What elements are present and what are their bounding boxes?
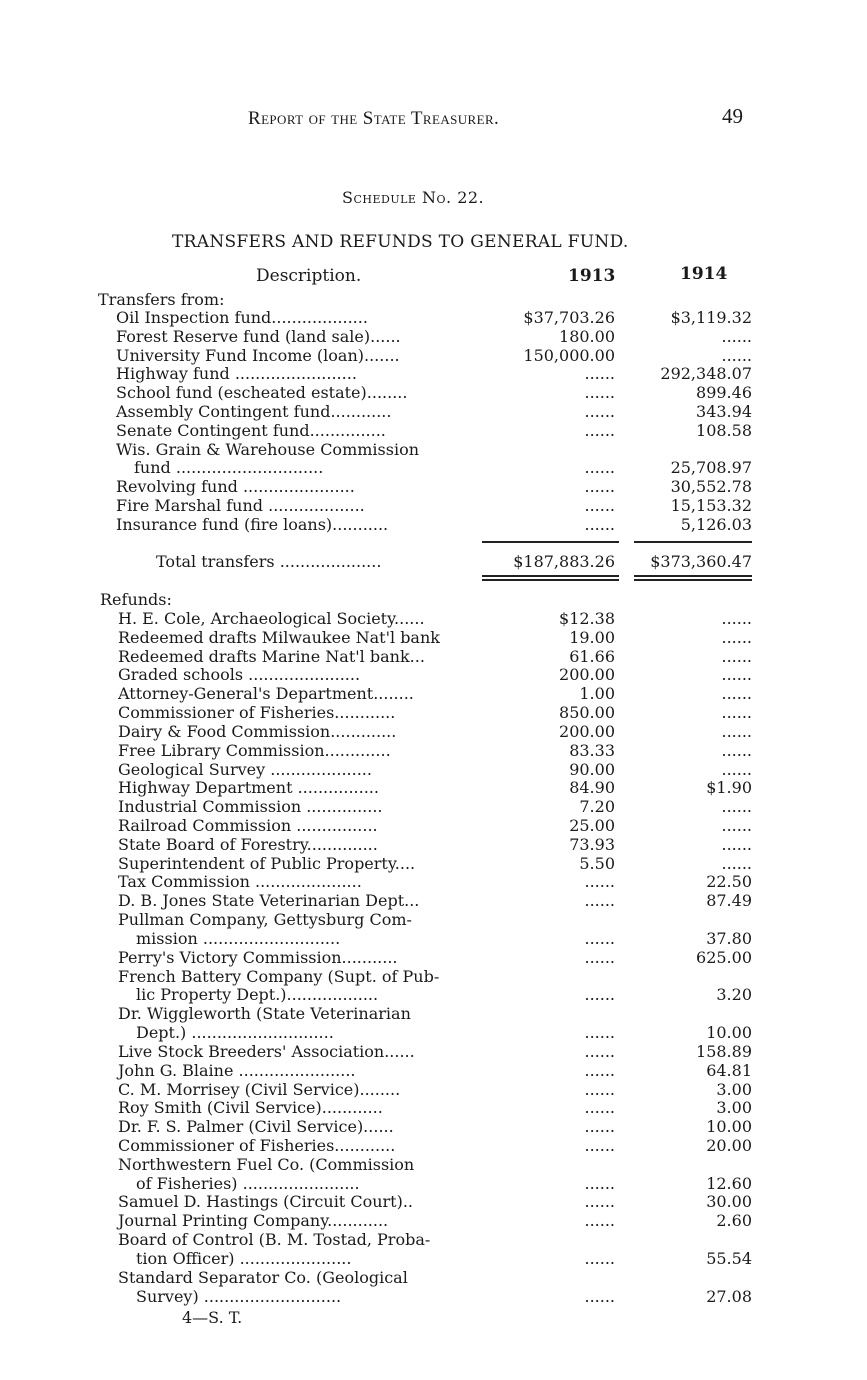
transfers-row-value-1913: 150,000.00 (523, 345, 615, 365)
refunds-row-description: Attorney-General's Department........ (118, 684, 414, 704)
refunds-row-value-1913: ...... (584, 947, 615, 967)
transfers-row-description: Assembly Contingent fund............ (116, 402, 392, 421)
refunds-row-description: Redeemed drafts Milwaukee Nat'l bank (118, 627, 440, 647)
refunds-row-value-1913: 200.00 (559, 721, 615, 741)
refunds-row-value-1913: ...... (584, 1060, 615, 1080)
refunds-row-value-1914: 3.00 (716, 1079, 752, 1099)
transfers-row-value-1914: 5,126.03 (680, 514, 752, 534)
refunds-row-value-1913: 19.00 (569, 627, 615, 647)
transfers-row-description: Wis. Grain & Warehouse Commission (116, 439, 419, 459)
refunds-row-value-1914: ...... (721, 759, 752, 779)
refunds-row-value-1914: 64.81 (706, 1060, 752, 1080)
column-header-1914: 1914 (680, 264, 728, 284)
page-number: 49 (722, 104, 743, 128)
refunds-row-value-1913: ...... (584, 1117, 615, 1137)
refunds-row-description: Geological Survey .................... (118, 759, 372, 779)
refunds-row-description: John G. Blaine ....................... (118, 1060, 356, 1080)
transfers-row-description: Senate Contingent fund............... (116, 420, 386, 440)
refunds-row-value-1913: ...... (584, 985, 615, 1005)
transfers-row-value-1913: ...... (584, 458, 615, 478)
refunds-row-value-1913: ...... (584, 1098, 615, 1118)
refunds-row-description: Dr. F. S. Palmer (Civil Service)...... (118, 1117, 394, 1137)
column-header-description: Description. (256, 266, 362, 286)
transfers-row-value-1913: ...... (584, 514, 615, 534)
refunds-row-value-1914: ...... (721, 703, 752, 723)
transfers-row-value-1913: ...... (584, 477, 615, 497)
transfers-row-value-1914: 25,708.97 (670, 458, 752, 478)
transfers-row-value-1914: 343.94 (696, 402, 752, 421)
schedule-label: Schedule No. 22. (342, 188, 485, 207)
transfers-row-value-1914: ...... (721, 345, 752, 365)
refunds-row-value-1914: ...... (721, 684, 752, 704)
refunds-row-description: Tax Commission ..................... (118, 872, 362, 892)
refunds-row-value-1913: 25.00 (569, 816, 615, 836)
transfers-row-value-1913: ...... (584, 364, 615, 384)
refunds-row-value-1913: 1.00 (579, 684, 615, 704)
total-rule-1914-bottom-b (634, 579, 752, 581)
refunds-row-description: Commissioner of Fisheries............ (118, 1135, 396, 1155)
refunds-row-description: Highway Department ................ (118, 778, 379, 798)
transfers-row-description: School fund (escheated estate)........ (116, 383, 408, 403)
refunds-row-value-1914: ...... (721, 665, 752, 685)
transfers-row-value-1913: $37,703.26 (523, 308, 615, 327)
refunds-row-description: Redeemed drafts Marine Nat'l bank... (118, 646, 425, 666)
footer-signature: 4—S. T. (182, 1308, 243, 1327)
refunds-row-value-1914: 10.00 (706, 1023, 752, 1043)
refunds-row-value-1914: 27.08 (706, 1286, 752, 1306)
refunds-row-description: Industrial Commission ............... (118, 797, 383, 817)
transfers-row-value-1913: ...... (584, 420, 615, 440)
transfers-row-value-1914: 15,153.32 (670, 496, 752, 515)
refunds-row-value-1913: 83.33 (569, 740, 615, 760)
transfers-row-value-1914: 899.46 (696, 383, 752, 403)
refunds-row-value-1913: ...... (584, 1286, 615, 1306)
transfers-row-description: Fire Marshal fund ................... (116, 496, 365, 515)
refunds-row-value-1914: 87.49 (706, 891, 752, 911)
transfers-row-description: Revolving fund ...................... (116, 477, 355, 497)
transfers-row-description: Forest Reserve fund (land sale)...... (116, 326, 401, 346)
refunds-row-value-1914: ...... (721, 740, 752, 760)
refunds-row-value-1913: $12.38 (559, 609, 615, 628)
refunds-row-value-1914: 3.20 (716, 985, 752, 1005)
refunds-row-value-1914: ...... (721, 834, 752, 854)
refunds-row-description: Dr. Wiggleworth (State Veterinarian (118, 1004, 411, 1024)
total-rule-1913-top (482, 541, 619, 543)
refunds-row-value-1913: ...... (584, 1248, 615, 1268)
refunds-row-description: mission ........................... (136, 928, 341, 948)
refunds-row-value-1914: ...... (721, 797, 752, 817)
total-rule-1913-bottom-a (482, 575, 619, 577)
refunds-row-description: State Board of Forestry.............. (118, 834, 378, 854)
refunds-row-value-1914: 30.00 (706, 1192, 752, 1212)
refunds-row-description: of Fisheries) ....................... (136, 1173, 360, 1193)
refunds-row-value-1913: ...... (584, 1192, 615, 1212)
refunds-row-value-1913: ...... (584, 1211, 615, 1231)
transfers-row-description: fund ............................. (134, 458, 324, 478)
refunds-row-value-1913: ...... (584, 1173, 615, 1193)
refunds-row-value-1913: 73.93 (569, 834, 615, 854)
refunds-row-description: Board of Control (B. M. Tostad, Proba- (118, 1230, 431, 1250)
refunds-row-value-1914: 625.00 (696, 947, 752, 967)
refunds-row-description: Free Library Commission............. (118, 740, 391, 760)
refunds-row-value-1913: 7.20 (579, 797, 615, 817)
transfers-row-description: University Fund Income (loan)....... (116, 345, 400, 365)
refunds-row-description: Standard Separator Co. (Geological (118, 1267, 408, 1287)
refunds-row-value-1913: 84.90 (569, 778, 615, 798)
refunds-row-description: Survey) ........................... (136, 1286, 342, 1306)
refunds-row-value-1914: $1.90 (706, 778, 752, 798)
refunds-row-value-1914: 22.50 (706, 872, 752, 892)
transfers-row-description: Oil Inspection fund................... (116, 308, 368, 327)
refunds-row-description: Railroad Commission ................ (118, 816, 378, 836)
refunds-row-description: Roy Smith (Civil Service)............ (118, 1098, 383, 1118)
refunds-row-description: Samuel D. Hastings (Circuit Court).. (118, 1192, 413, 1212)
refunds-row-description: Pullman Company, Gettysburg Com- (118, 910, 412, 930)
column-header-1913: 1913 (568, 266, 616, 286)
total-transfers-1913: $187,883.26 (513, 552, 615, 571)
refunds-row-value-1914: 12.60 (706, 1173, 752, 1193)
total-transfers-1914: $373,360.47 (650, 552, 752, 571)
refunds-row-description: D. B. Jones State Veterinarian Dept... (118, 891, 420, 911)
refunds-row-value-1913: ...... (584, 872, 615, 892)
refunds-heading: Refunds: (100, 590, 172, 609)
refunds-row-value-1914: ...... (721, 609, 752, 628)
refunds-row-description: Dept.) ............................ (136, 1023, 334, 1043)
refunds-row-description: Commissioner of Fisheries............ (118, 703, 396, 723)
refunds-row-value-1913: 850.00 (559, 703, 615, 723)
refunds-row-value-1913: 5.50 (579, 853, 615, 873)
refunds-row-value-1914: 10.00 (706, 1117, 752, 1137)
transfers-row-value-1913: 180.00 (559, 326, 615, 346)
transfers-row-value-1914: 30,552.78 (670, 477, 752, 497)
refunds-row-description: Perry's Victory Commission........... (118, 947, 398, 967)
transfers-row-value-1914: ...... (721, 326, 752, 346)
transfers-heading: Transfers from: (98, 290, 225, 309)
refunds-row-description: lic Property Dept.).................. (136, 985, 379, 1005)
transfers-row-value-1913: ...... (584, 383, 615, 403)
transfers-row-description: Insurance fund (fire loans)........... (116, 514, 389, 534)
refunds-row-value-1913: 90.00 (569, 759, 615, 779)
refunds-row-value-1914: 37.80 (706, 928, 752, 948)
refunds-row-value-1914: ...... (721, 853, 752, 873)
refunds-row-value-1914: ...... (721, 721, 752, 741)
refunds-row-value-1913: ...... (584, 1135, 615, 1155)
refunds-row-value-1914: 158.89 (696, 1041, 752, 1061)
refunds-row-value-1913: ...... (584, 1079, 615, 1099)
total-rule-1914-bottom-a (634, 575, 752, 577)
refunds-row-description: Dairy & Food Commission............. (118, 721, 397, 741)
refunds-row-value-1914: ...... (721, 646, 752, 666)
refunds-row-value-1914: 3.00 (716, 1098, 752, 1118)
refunds-row-value-1913: ...... (584, 891, 615, 911)
refunds-row-description: C. M. Morrisey (Civil Service)........ (118, 1079, 401, 1099)
refunds-row-description: Graded schools ...................... (118, 665, 361, 685)
total-rule-1913-bottom-b (482, 579, 619, 581)
refunds-row-description: Superintendent of Public Property.... (118, 853, 416, 873)
refunds-row-description: tion Officer) ...................... (136, 1248, 352, 1268)
refunds-row-value-1913: ...... (584, 1023, 615, 1043)
refunds-row-value-1914: 55.54 (706, 1248, 752, 1268)
refunds-row-value-1913: 200.00 (559, 665, 615, 685)
refunds-row-value-1913: 61.66 (569, 646, 615, 666)
refunds-row-value-1914: 2.60 (716, 1211, 752, 1231)
transfers-row-value-1914: 292,348.07 (660, 364, 752, 384)
transfers-row-value-1913: ...... (584, 402, 615, 421)
refunds-row-description: Journal Printing Company............ (118, 1211, 389, 1231)
refunds-row-description: Live Stock Breeders' Association...... (118, 1041, 415, 1061)
transfers-row-value-1914: $3,119.32 (670, 308, 752, 327)
refunds-row-value-1914: ...... (721, 627, 752, 647)
refunds-row-value-1914: ...... (721, 816, 752, 836)
total-transfers-label: Total transfers .................... (156, 552, 382, 571)
transfers-row-value-1914: 108.58 (696, 420, 752, 440)
refunds-row-description: Northwestern Fuel Co. (Commission (118, 1154, 415, 1174)
total-rule-1914-top (634, 541, 752, 543)
running-title: Report of the State Treasurer. (248, 108, 500, 129)
refunds-row-value-1913: ...... (584, 928, 615, 948)
refunds-row-description: French Battery Company (Supt. of Pub- (118, 966, 440, 986)
refunds-row-description: H. E. Cole, Archaeological Society...... (118, 609, 425, 628)
page-title: TRANSFERS AND REFUNDS TO GENERAL FUND. (172, 232, 629, 252)
refunds-row-value-1913: ...... (584, 1041, 615, 1061)
refunds-row-value-1914: 20.00 (706, 1135, 752, 1155)
transfers-row-description: Highway fund ........................ (116, 364, 357, 384)
transfers-row-value-1913: ...... (584, 496, 615, 515)
